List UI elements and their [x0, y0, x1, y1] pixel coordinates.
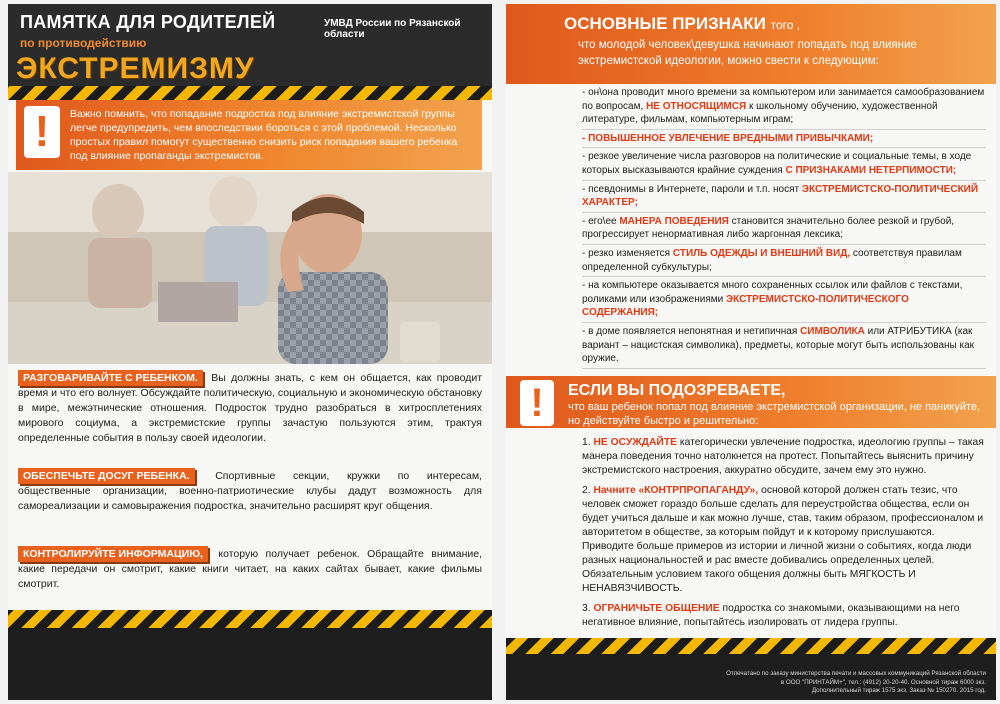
signs-header [506, 4, 996, 84]
sign-text: - резко изменяется [582, 247, 671, 259]
section-text-talk: Вы должны знать, с кем он общается, как проводит время и что его волнует. Обсуждайте политическую, социальную и экономическую обстановку в мире, межэтнические отношения. Подросток трудно разобраться в хитросплетениях мирового социума, а экстремистские группы зачастую пользуются этим, трактуя определенные события в пользу своей идеологии. [18, 372, 482, 444]
sign-item [582, 245, 986, 277]
sign-text: - в доме появляется непонятная и нетипичная [582, 325, 798, 337]
section-text-control: которую получает ребенок. Обращайте внимание, какие передачи он смотрит, какие книги читает, на каких сайтах бывает, какие фильмы смотрит. [18, 548, 482, 590]
section-control [18, 546, 482, 592]
sign-text: - резкое увеличение числа разговоров на политические и социальные темы, в ходе которых высказываются крайние суждения [582, 151, 972, 176]
sign-item [582, 181, 986, 213]
step-text: основой которой должен стать тезис, что человек сможет гораздо больше сделать для переустройства общества, если он будет учиться дальше и как можно лучше, став, таким образом, профессионалом и авторитетом в обществе, за которым пойдут и к которому прислушаются. Приводите больше примеров из истории и личной жизни о событиях, когда люди разных национальностей и рас вместе добивались определенных целей. Обязательным условием такого общения должны быть МЯГКОСТЬ И НЕНАВЯЗЧИВОСТЬ. [582, 485, 984, 594]
step-number: 2. [582, 485, 591, 496]
sign-text-rest: становится значительно более резкой и грубой, прогрессирует ненормативная либо жаргонная лексика; [582, 215, 955, 241]
sign-highlight: С ПРИЗНАКАМИ НЕТЕРПИМОСТИ; [785, 164, 957, 176]
sign-highlight: - ПОВЫШЕННОЕ УВЛЕЧЕНИЕ ВРЕДНЫМИ ПРИВЫЧКАМИ; [582, 132, 874, 144]
step-number: 1. [582, 437, 591, 448]
signs-title-main: ОСНОВНЫЕ ПРИЗНАКИ [564, 14, 766, 33]
family-photo [8, 172, 492, 364]
sign-item [582, 148, 986, 180]
section-talk [18, 370, 482, 446]
sign-highlight: СТИЛЬ ОДЕЖДЫ И ВНЕШНИЙ ВИД, [672, 247, 851, 259]
intro-text: Важно помнить, что попадание подростка под влияние экстремистской группы легче предупредить, чем впоследствии бороться с этой проблемой. Несколько простых правил помогут существенно снизить риск попадания вашего ребенка под влияние пропаганды экстремистов. [70, 108, 458, 162]
sign-item [582, 84, 986, 130]
step-highlight: НЕ ОСУЖДАЙТЕ [593, 437, 677, 448]
exclamation-icon-2: ! [520, 380, 554, 426]
step-item [582, 602, 986, 630]
sign-highlight: ЭКСТРЕМИСТСКО-ПОЛИТИЧЕСКИЙ ХАРАКТЕР; [582, 183, 979, 209]
signs-title [564, 14, 800, 34]
leaflet-subtitle: по противодействию [20, 36, 147, 50]
step-highlight: Начните «КОНТРПРОПАГАНДУ», [593, 485, 759, 496]
left-footer-bar [8, 628, 492, 700]
step-text: категорически увлечение подростка, идеологию группы – такая манера поведения точно натолкнется на протест. Попытайтесь выяснить причину экстремистского настроения, аккуратно обсудите, зачем ему это нужно. [582, 437, 984, 476]
step-number: 3. [582, 603, 591, 614]
signs-title-rest: того , [770, 18, 801, 32]
leaflet-main-word: ЭКСТРЕМИЗМУ [16, 52, 255, 85]
sign-text-rest: к школьному обучению, художественной литературе, фильмам, компьютерным играм; [582, 100, 938, 126]
left-page [8, 4, 492, 700]
sign-text: - псевдонимы в Интернете, пароли и т.п. носят [582, 183, 800, 195]
sign-highlight: НЕ ОТНОСЯЩИМСЯ [646, 100, 747, 112]
step-highlight: ОГРАНИЧЬТЕ ОБЩЕНИЕ [593, 603, 720, 614]
section-tag-control: КОНТРОЛИРУЙТЕ ИНФОРМАЦИЮ, [18, 546, 208, 562]
organization-name: УМВД России по Рязанской области [324, 18, 461, 40]
print-info-line3: Дополнительный тираж 1575 экз. Заказ № 150270. 2015 год. [811, 687, 986, 694]
sign-highlight: МАНЕРА ПОВЕДЕНИЯ [619, 215, 729, 227]
signs-list [582, 84, 986, 369]
print-info [656, 670, 986, 696]
hazard-stripe-bottom [8, 610, 492, 628]
section-text-leisure: Спортивные секции, кружки по интересам, общественные организации, военно-патриотические клубы дадут возможность для самореализации и самовыражения подростка, значительно расширят круг общения. [18, 470, 482, 512]
suspect-title: ЕСЛИ ВЫ ПОДОЗРЕВАЕТЕ, [568, 382, 786, 399]
right-footer [506, 654, 996, 700]
sign-text-rest: или АТРИБУТИКА (как вариант – нацистская символика), предметы, которые могут быть использованы как оружие. [582, 325, 975, 365]
intro-box [16, 100, 482, 170]
sign-item [582, 277, 986, 323]
teen-photo-illustration [8, 172, 492, 364]
print-info-line1: Отпечатано по заказу министерства печати и массовых коммуникаций Рязанской области [726, 670, 986, 677]
sign-item [582, 323, 986, 369]
sign-text: - его\ее [582, 215, 617, 227]
step-item [582, 484, 986, 596]
right-page [506, 4, 996, 700]
hazard-stripe-top [8, 86, 492, 100]
hazard-stripe-right [506, 638, 996, 654]
section-leisure [18, 468, 482, 514]
step-item [582, 436, 986, 478]
sign-item [582, 130, 986, 149]
print-info-line2: в ООО "ПРИНТАЙМ+", тел.: (4912) 20-20-40. Основной тираж 6000 экз. [780, 678, 986, 686]
suspect-subtitle: что ваш ребенок попал под влияние экстремистской организации, не паникуйте, но действуйте быстро и решительно: [568, 401, 981, 427]
sign-highlight: СИМВОЛИКА [800, 325, 865, 337]
sign-item [582, 213, 986, 245]
section-tag-talk: РАЗГОВАРИВАЙТЕ С РЕБЕНКОМ. [18, 370, 203, 386]
sign-highlight: ЭКСТРЕМИСТСКО-ПОЛИТИЧЕСКОГО СОДЕРЖАНИЯ; [582, 293, 909, 319]
section-tag-leisure: ОБЕСПЕЧЬТЕ ДОСУГ РЕБЕНКА. [18, 468, 195, 484]
sign-text: - он\она проводит много времени за компьютером или занимается самообразованием по вопросам, [582, 87, 985, 112]
exclamation-icon: ! [24, 106, 60, 158]
steps-list [582, 436, 986, 636]
leaflet-title: ПАМЯТКА ДЛЯ РОДИТЕЛЕЙ [20, 12, 276, 32]
sign-text: - на компьютере оказывается много сохраненных ссылок или файлов с текстами, роликами или изображениями [582, 280, 963, 305]
step-text: подростка со знакомыми, оказывающими на него негативное влияние, попытайтесь изолировать от лидера группы. [582, 603, 960, 628]
signs-subtitle: что молодой человек\девушка начинают попадать под влияние экстремистской идеологии, можно свести к следующим: [578, 39, 917, 67]
sign-text-rest: соответствуя правилам определенной субкультуры; [582, 247, 962, 273]
